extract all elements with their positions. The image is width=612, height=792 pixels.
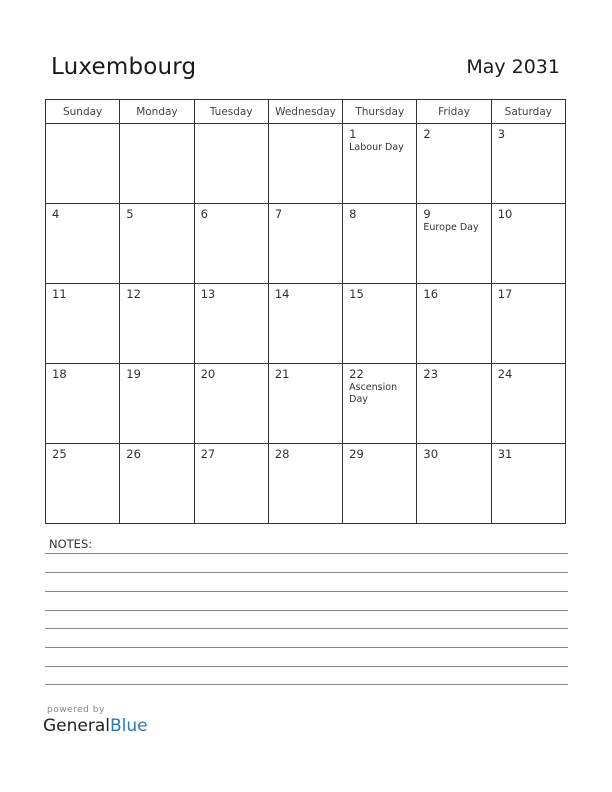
day-number: 7: [274, 207, 283, 221]
notes-line: [45, 628, 568, 629]
day-number: 27: [200, 447, 216, 461]
notes-line: [45, 591, 568, 592]
day-number: 26: [126, 447, 141, 461]
calendar-day-cell: [417, 444, 491, 524]
calendar-day-cell: [343, 284, 417, 364]
day-number: 21: [274, 367, 290, 381]
calendar-day-cell: [417, 124, 491, 204]
day-number: 14: [274, 287, 290, 301]
calendar-day-cell: [268, 204, 342, 284]
calendar-day-cell: [343, 124, 417, 204]
calendar-day-cell: [194, 364, 268, 444]
calendar-country-title: Luxembourg: [51, 54, 197, 80]
calendar-week-row: [46, 124, 566, 204]
notes-line: [45, 610, 568, 611]
calendar-day-cell: [491, 444, 565, 524]
day-number: 10: [497, 207, 513, 221]
calendar-week-row: [46, 204, 566, 284]
calendar-day-cell: [491, 364, 565, 444]
powered-by-text: powered by: [47, 705, 105, 715]
calendar-day-cell: [120, 284, 194, 364]
day-number: 25: [52, 447, 67, 461]
day-number: 28: [274, 447, 290, 461]
day-number: 23: [423, 367, 439, 381]
notes-label: NOTES:: [49, 537, 93, 551]
day-number: 18: [52, 367, 67, 381]
calendar-day-cell: [343, 204, 417, 284]
notes-line: [45, 553, 568, 554]
calendar-day-cell: [120, 124, 194, 204]
day-number: 6: [200, 207, 208, 221]
calendar-day-cell: [268, 124, 342, 204]
day-number: 19: [126, 367, 141, 381]
calendar-day-cell: [194, 284, 268, 364]
brand-general: General: [43, 716, 110, 736]
calendar-day-cell: [46, 364, 120, 444]
calendar-day-cell: [491, 284, 565, 364]
weekday-header: Wednesday: [268, 100, 342, 124]
calendar-day-cell: [491, 124, 565, 204]
calendar-day-cell: [343, 364, 417, 444]
calendar-day-cell: [120, 444, 194, 524]
calendar-month-title: May 2031: [466, 56, 560, 78]
day-number: 11: [52, 287, 67, 301]
calendar-day-cell: [417, 284, 491, 364]
calendar-day-cell: [268, 444, 342, 524]
calendar-day-cell: [417, 204, 491, 284]
day-number: 30: [423, 447, 439, 461]
notes-line: [45, 666, 568, 667]
day-number: 9: [423, 207, 431, 221]
weekday-header: Friday: [417, 100, 491, 124]
day-number: 12: [126, 287, 141, 301]
day-number: 24: [497, 367, 513, 381]
calendar-grid: [45, 99, 566, 524]
weekday-header: Thursday: [343, 100, 417, 124]
weekday-header-row: [46, 100, 566, 124]
calendar-week-row: [46, 284, 566, 364]
calendar-day-cell: [268, 284, 342, 364]
day-number: 22: [349, 367, 364, 381]
calendar-day-cell: [46, 204, 120, 284]
day-number: 4: [52, 207, 60, 221]
day-number: 20: [200, 367, 216, 381]
calendar-day-cell: [46, 444, 120, 524]
weekday-header: Tuesday: [194, 100, 268, 124]
notes-line: [45, 572, 568, 573]
brand-blue: Blue: [110, 716, 148, 736]
calendar-day-cell: [120, 364, 194, 444]
notes-line: [45, 684, 568, 685]
day-number: 3: [497, 127, 506, 141]
calendar-day-cell: [194, 124, 268, 204]
holiday-label: Europe Day: [423, 222, 479, 233]
calendar-day-cell: [491, 204, 565, 284]
weekday-header: Monday: [120, 100, 194, 124]
day-number: 15: [349, 287, 364, 301]
calendar-day-cell: [268, 364, 342, 444]
calendar-day-cell: [46, 284, 120, 364]
day-number: 8: [349, 207, 357, 221]
calendar-day-cell: [46, 124, 120, 204]
holiday-label: Ascension Day: [349, 382, 398, 405]
weekday-header: Saturday: [491, 100, 565, 124]
holiday-label: Labour Day: [349, 142, 404, 153]
calendar-day-cell: [194, 444, 268, 524]
weekday-header: Sunday: [46, 100, 120, 124]
calendar-day-cell: [194, 204, 268, 284]
calendar-day-cell: [417, 364, 491, 444]
day-number: 16: [423, 287, 439, 301]
day-number: 2: [423, 127, 431, 141]
calendar-day-cell: [120, 204, 194, 284]
day-number: 13: [200, 287, 216, 301]
calendar-week-row: [46, 364, 566, 444]
notes-line: [45, 647, 568, 648]
day-number: 29: [349, 447, 364, 461]
day-number: 5: [126, 207, 134, 221]
calendar-week-row: [46, 444, 566, 524]
calendar-day-cell: [343, 444, 417, 524]
generalblue-logo[interactable]: [43, 716, 148, 736]
day-number: 31: [497, 447, 513, 461]
day-number: 1: [349, 127, 357, 141]
day-number: 17: [497, 287, 513, 301]
